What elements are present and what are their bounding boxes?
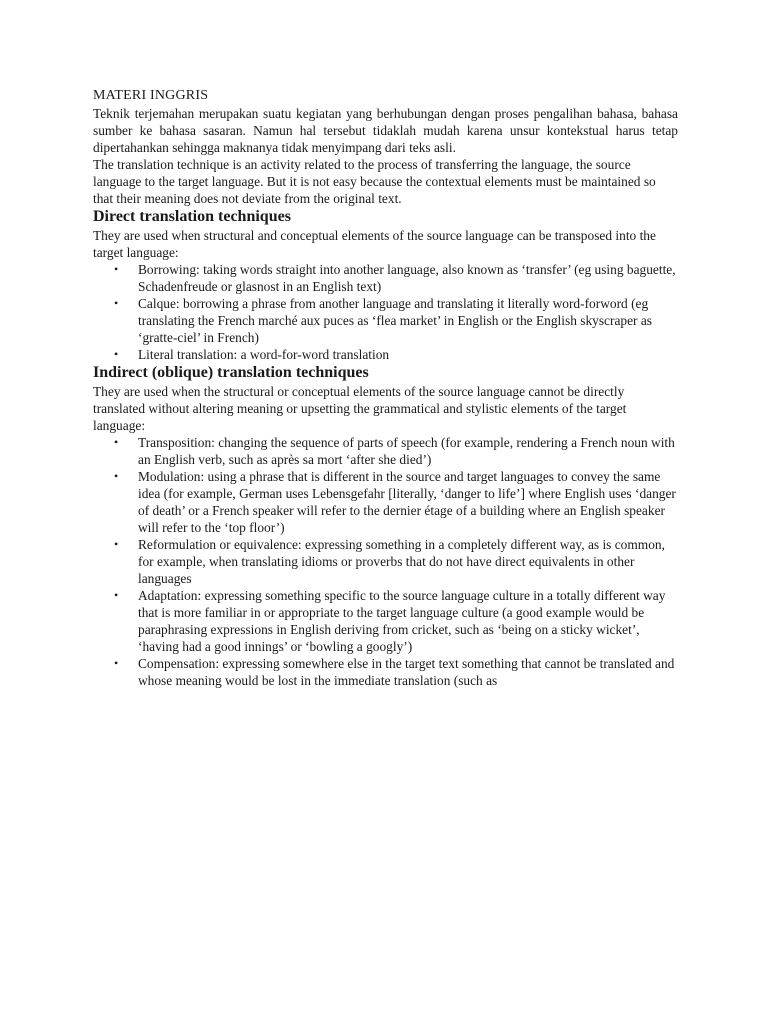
list-item	[93, 295, 678, 346]
indonesian-paragraph: Teknik terjemahan merupakan suatu kegiatan yang berhubungan dengan proses pengalihan bahasa, bahasa sumber ke bahasa sasaran. Namun hal tersebut tidaklah mudah karena unsur kontekstual harus tetap dipertahankan sehingga maknanya tidak menyimpang dari teks asli.	[93, 106, 678, 155]
list-item	[93, 587, 678, 655]
section-intro-direct: They are used when structural and conceptual elements of the source language can be transposed into the target language:	[93, 228, 656, 260]
list-item-text: Modulation: using a phrase that is different in the source and target languages to convey the same idea (for example, German uses Lebensgefahr [literally, ‘danger to life’] where English uses ‘danger of death’ or a French speaker will refer to the dernier étage of a building where an English speaker will refer to the ‘top floor’)	[138, 469, 676, 535]
list-item	[93, 536, 678, 587]
list-item	[93, 655, 678, 689]
bullet-icon: •	[114, 656, 119, 670]
list-item-text: Adaptation: expressing something specific to the source language culture in a totally different way that is more familiar in or appropriate to the target language culture (a good example would be paraphrasing expressions in English deriving from cricket, such as ‘being on a sticky wicket’, ‘having had a good innings’ or ‘bowling a googly’)	[138, 588, 666, 654]
list-item	[93, 261, 678, 295]
bullet-list-indirect	[93, 434, 678, 689]
english-paragraph: The translation technique is an activity related to the process of transferring the language, the source language to the target language. But it is not easy because the contextual elements must be maintained so that their meaning does not deviate from the original text.	[93, 157, 656, 206]
list-item-text: Borrowing: taking words straight into another language, also known as ‘transfer’ (eg using baguette, Schadenfreude or glasnost in an English text)	[138, 262, 676, 294]
document-title: MATERI INGGRIS	[93, 88, 209, 103]
list-item-text: Calque: borrowing a phrase from another language and translating it literally word-forword (eg translating the French marché aux puces as ‘flea market’ in English or the English skyscraper as ‘gratte-ciel’ in French)	[138, 296, 653, 345]
list-item	[93, 434, 678, 468]
bullet-icon: •	[114, 435, 119, 449]
list-item-text: Reformulation or equivalence: expressing something in a completely different way, as is common, for example, when translating idioms or proverbs that do not have direct equivalents in other languages	[138, 537, 665, 586]
list-item-text: Transposition: changing the sequence of parts of speech (for example, rendering a French noun with an English verb, such as après sa mort ‘after she died’)	[138, 435, 675, 467]
bullet-icon: •	[114, 588, 119, 602]
bullet-icon: •	[114, 347, 119, 361]
section-intro-indirect: They are used when the structural or conceptual elements of the source language cannot be directly translated without altering meaning or upsetting the grammatical and stylistic elements of the target language:	[93, 384, 627, 433]
section-heading-direct: Direct translation techniques	[93, 208, 291, 225]
list-item-text: Literal translation: a word-for-word translation	[138, 347, 390, 362]
bullet-icon: •	[114, 537, 119, 551]
list-item	[93, 468, 678, 536]
bullet-icon: •	[114, 469, 119, 483]
document-page	[93, 87, 678, 689]
bullet-list-direct	[93, 261, 678, 363]
section-heading-indirect: Indirect (oblique) translation techniques	[93, 364, 369, 381]
bullet-icon: •	[114, 262, 119, 276]
list-item-text: Compensation: expressing somewhere else in the target text something that cannot be translated and whose meaning would be lost in the immediate translation (such as	[138, 656, 675, 688]
bullet-icon: •	[114, 296, 119, 310]
list-item	[93, 346, 678, 363]
